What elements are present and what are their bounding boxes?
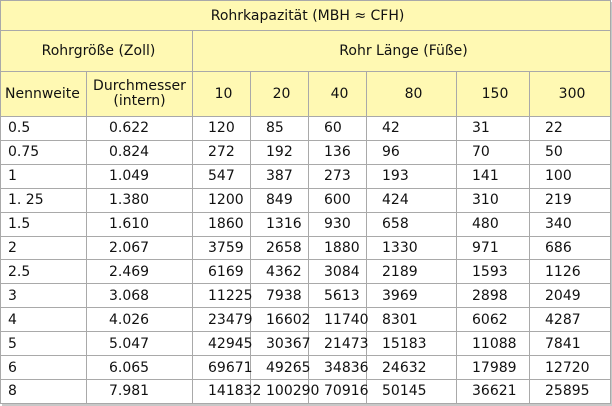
internal-diameter-cell: 5.047 — [87, 332, 193, 356]
internal-diameter-cell: 0.622 — [87, 117, 193, 141]
nominal-size-header: Nennweite — [1, 72, 87, 117]
length-header-10: 10 — [193, 72, 251, 117]
table-row — [1, 140, 611, 164]
capacity-cell: 2189 — [367, 260, 457, 284]
capacity-cell: 12720 — [530, 356, 611, 380]
table-row — [1, 332, 611, 356]
pipe-length-group-header: Rohr Länge (Füße) — [193, 31, 611, 72]
capacity-cell: 1880 — [309, 236, 367, 260]
capacity-cell: 3759 — [193, 236, 251, 260]
length-header-20: 20 — [251, 72, 309, 117]
capacity-cell: 23479 — [193, 308, 251, 332]
capacity-cell: 16602 — [251, 308, 309, 332]
capacity-cell: 192 — [251, 140, 309, 164]
capacity-cell: 310 — [457, 188, 530, 212]
table-row — [1, 379, 611, 403]
capacity-cell: 11088 — [457, 332, 530, 356]
capacity-cell: 100 — [530, 164, 611, 188]
nominal-size-cell: 6 — [1, 356, 87, 380]
table-row — [1, 236, 611, 260]
internal-diameter-cell: 1.610 — [87, 212, 193, 236]
capacity-cell: 272 — [193, 140, 251, 164]
capacity-cell: 42945 — [193, 332, 251, 356]
capacity-cell: 1593 — [457, 260, 530, 284]
capacity-cell: 1126 — [530, 260, 611, 284]
capacity-cell: 3084 — [309, 260, 367, 284]
capacity-cell: 3969 — [367, 284, 457, 308]
internal-diameter-cell: 1.049 — [87, 164, 193, 188]
capacity-cell: 6169 — [193, 260, 251, 284]
table-row — [1, 260, 611, 284]
capacity-cell: 1860 — [193, 212, 251, 236]
internal-diameter-cell: 2.067 — [87, 236, 193, 260]
capacity-cell: 141832 — [193, 379, 251, 403]
capacity-cell: 1200 — [193, 188, 251, 212]
capacity-cell: 6062 — [457, 308, 530, 332]
internal-diameter-header: Durchmesser (intern) — [87, 72, 193, 117]
capacity-cell: 4362 — [251, 260, 309, 284]
capacity-cell: 22 — [530, 117, 611, 141]
table-row — [1, 164, 611, 188]
capacity-cell: 50145 — [367, 379, 457, 403]
nominal-size-cell: 3 — [1, 284, 87, 308]
capacity-cell: 2898 — [457, 284, 530, 308]
length-header-150: 150 — [457, 72, 530, 117]
capacity-cell: 25895 — [530, 379, 611, 403]
capacity-cell: 849 — [251, 188, 309, 212]
capacity-cell: 2049 — [530, 284, 611, 308]
nominal-size-cell: 1. 25 — [1, 188, 87, 212]
capacity-cell: 4287 — [530, 308, 611, 332]
nominal-size-cell: 1.5 — [1, 212, 87, 236]
nominal-size-cell: 4 — [1, 308, 87, 332]
capacity-cell: 85 — [251, 117, 309, 141]
capacity-cell: 686 — [530, 236, 611, 260]
internal-diameter-cell: 7.981 — [87, 379, 193, 403]
capacity-cell: 70 — [457, 140, 530, 164]
capacity-cell: 31 — [457, 117, 530, 141]
capacity-cell: 34836 — [309, 356, 367, 380]
capacity-cell: 60 — [309, 117, 367, 141]
internal-diameter-cell: 4.026 — [87, 308, 193, 332]
capacity-cell: 141 — [457, 164, 530, 188]
capacity-cell: 658 — [367, 212, 457, 236]
table-row — [1, 308, 611, 332]
capacity-cell: 193 — [367, 164, 457, 188]
capacity-cell: 11740 — [309, 308, 367, 332]
capacity-cell: 49265 — [251, 356, 309, 380]
table-body — [1, 117, 611, 404]
capacity-cell: 96 — [367, 140, 457, 164]
capacity-cell: 11225 — [193, 284, 251, 308]
capacity-cell: 21473 — [309, 332, 367, 356]
internal-diameter-cell: 1.380 — [87, 188, 193, 212]
capacity-cell: 70916 — [309, 379, 367, 403]
nominal-size-cell: 5 — [1, 332, 87, 356]
capacity-cell: 930 — [309, 212, 367, 236]
table-row — [1, 212, 611, 236]
nominal-size-cell: 2 — [1, 236, 87, 260]
capacity-cell: 5613 — [309, 284, 367, 308]
capacity-cell: 387 — [251, 164, 309, 188]
capacity-cell: 340 — [530, 212, 611, 236]
table-title: Rohrkapazität (MBH ≈ CFH) — [1, 1, 611, 31]
capacity-cell: 600 — [309, 188, 367, 212]
nominal-size-cell: 0.75 — [1, 140, 87, 164]
capacity-cell: 17989 — [457, 356, 530, 380]
capacity-cell: 120 — [193, 117, 251, 141]
capacity-cell: 273 — [309, 164, 367, 188]
length-header-300: 300 — [530, 72, 611, 117]
capacity-cell: 136 — [309, 140, 367, 164]
capacity-cell: 219 — [530, 188, 611, 212]
internal-diameter-cell: 2.469 — [87, 260, 193, 284]
table-row — [1, 188, 611, 212]
capacity-cell: 15183 — [367, 332, 457, 356]
internal-diameter-cell: 3.068 — [87, 284, 193, 308]
capacity-cell: 7938 — [251, 284, 309, 308]
capacity-cell: 2658 — [251, 236, 309, 260]
capacity-cell: 36621 — [457, 379, 530, 403]
nominal-size-cell: 1 — [1, 164, 87, 188]
capacity-cell: 547 — [193, 164, 251, 188]
capacity-cell: 424 — [367, 188, 457, 212]
nominal-size-cell: 2.5 — [1, 260, 87, 284]
nominal-size-cell: 0.5 — [1, 117, 87, 141]
nominal-size-cell: 8 — [1, 379, 87, 403]
capacity-cell: 100290 — [251, 379, 309, 403]
capacity-cell: 42 — [367, 117, 457, 141]
internal-diameter-cell: 0.824 — [87, 140, 193, 164]
pipe-size-group-header: Rohrgröße (Zoll) — [1, 31, 193, 72]
table-row — [1, 356, 611, 380]
capacity-cell: 30367 — [251, 332, 309, 356]
capacity-cell: 8301 — [367, 308, 457, 332]
capacity-cell: 480 — [457, 212, 530, 236]
internal-diameter-cell: 6.065 — [87, 356, 193, 380]
capacity-cell: 1316 — [251, 212, 309, 236]
capacity-cell: 1330 — [367, 236, 457, 260]
capacity-cell: 971 — [457, 236, 530, 260]
capacity-cell: 7841 — [530, 332, 611, 356]
table-row — [1, 284, 611, 308]
length-header-40: 40 — [309, 72, 367, 117]
capacity-cell: 24632 — [367, 356, 457, 380]
table-row — [1, 117, 611, 141]
capacity-cell: 69671 — [193, 356, 251, 380]
capacity-cell: 50 — [530, 140, 611, 164]
length-header-80: 80 — [367, 72, 457, 117]
